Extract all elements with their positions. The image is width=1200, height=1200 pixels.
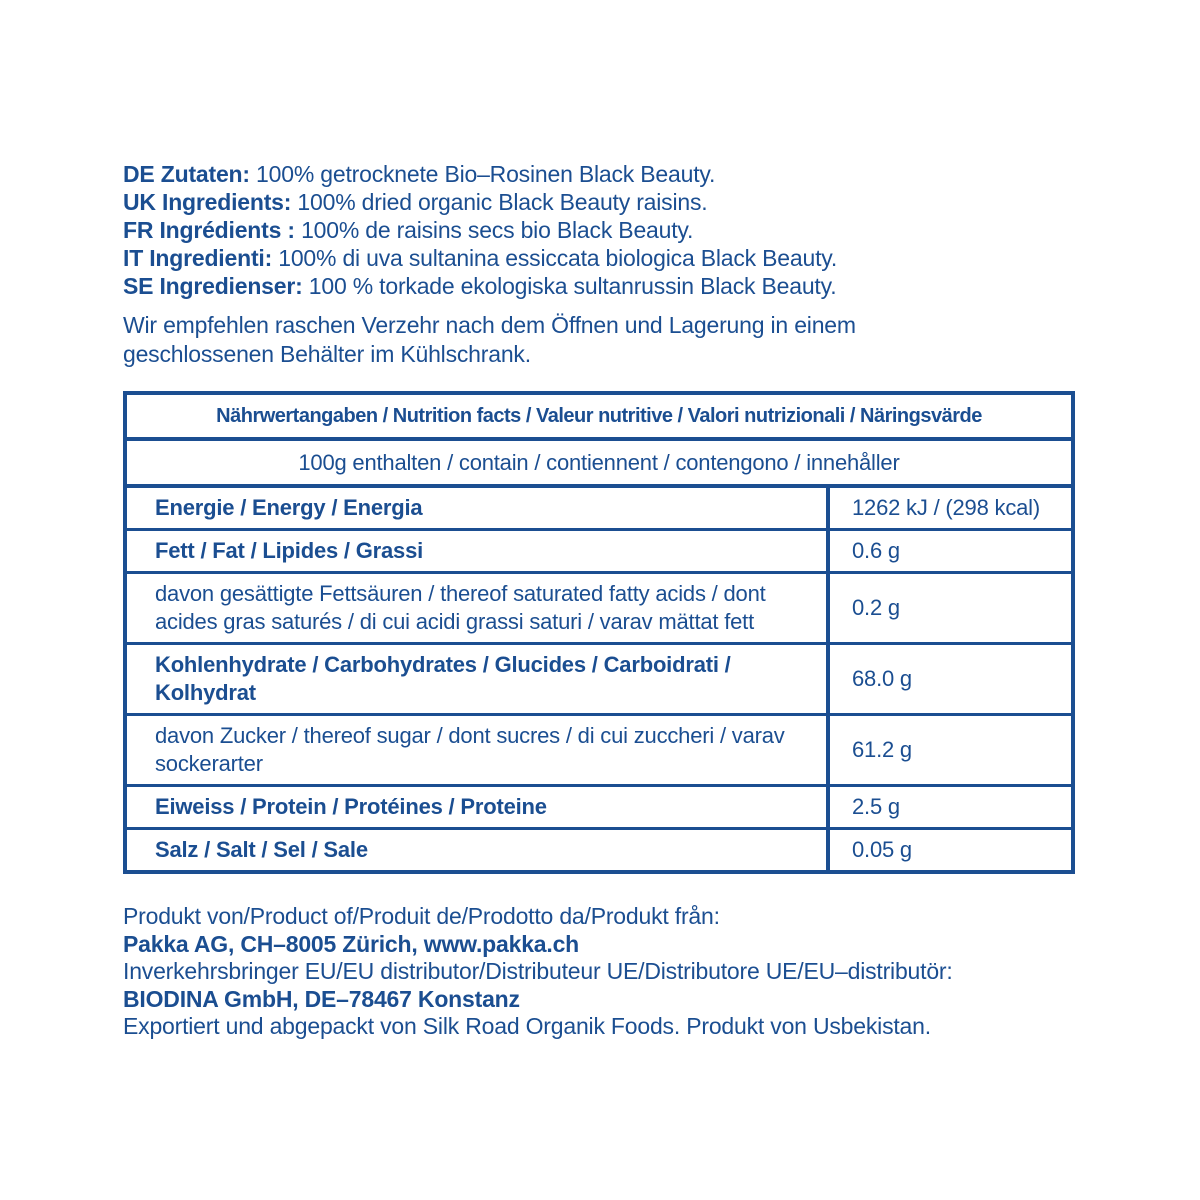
producer-line: Pakka AG, CH–8005 Zürich, www.pakka.ch — [123, 930, 580, 957]
ingredients-uk-text: 100% dried organic Black Beauty raisins. — [291, 189, 708, 215]
row-energy-value: 1262 kJ / (298 kcal) — [826, 488, 1071, 528]
ingredients-fr-text: 100% de raisins secs bio Black Beauty. — [294, 217, 694, 243]
export-line: Exportiert und abgepackt von Silk Road Organik Foods. Produkt von Usbekistan. — [123, 1013, 931, 1039]
row-saturated-fat-value: 0.2 g — [826, 574, 1071, 642]
row-fat-value: 0.6 g — [826, 531, 1071, 571]
product-of-line: Produkt von/Product of/Produit de/Prodotto da/Produkt från: — [123, 903, 720, 929]
row-fat-label: Fett / Fat / Lipides / Grassi — [155, 538, 424, 563]
row-protein-label: Eiweiss / Protein / Protéines / Proteine — [155, 794, 547, 819]
ingredients-uk-label: UK Ingredients: — [123, 189, 292, 215]
ingredients-se-label: SE Ingredienser: — [123, 273, 303, 299]
distributor-intro-line: Inverkehrsbringer EU/EU distributor/Distributeur UE/Distributore UE/EU–distributör: — [123, 958, 953, 984]
row-sugar-label: davon Zucker / thereof sugar / dont sucres / di cui zuccheri / varav sockerarter — [155, 723, 785, 776]
ingredients-it-label: IT Ingredienti: — [123, 245, 273, 271]
ingredients-it-text: 100% di uva sultanina essiccata biologica Black Beauty. — [272, 245, 838, 271]
table-row-saturated-fat — [127, 574, 1071, 645]
storage-note: Wir empfehlen raschen Verzehr nach dem Öffnen und Lagerung in einem geschlossenen Behälter im Kühlschrank. — [123, 312, 856, 367]
ingredients-line-uk — [123, 188, 1075, 216]
ingredients-de-label: DE Zutaten: — [123, 161, 250, 187]
table-row-salt — [127, 830, 1071, 870]
ingredients-line-de — [123, 160, 1075, 188]
ingredients-block — [123, 160, 1075, 300]
nutrition-table-title: Nährwertangaben / Nutrition facts / Valeur nutritive / Valori nutrizionali / Näringsvärde — [127, 395, 1071, 441]
table-row-protein — [127, 787, 1071, 830]
row-sugar-value: 61.2 g — [826, 716, 1071, 784]
table-row-energy — [127, 488, 1071, 531]
row-carbohydrates-label: Kohlenhydrate / Carbohydrates / Glucides / Carboidrati / Kolhydrat — [155, 652, 731, 705]
ingredients-line-it — [123, 244, 1075, 272]
row-salt-label: Salz / Salt / Sel / Sale — [155, 837, 368, 862]
row-salt-value: 0.05 g — [826, 830, 1071, 870]
ingredients-se-text: 100 % torkade ekologiska sultanrussin Black Beauty. — [302, 273, 837, 299]
nutrition-table — [123, 391, 1075, 874]
ingredients-fr-label: FR Ingrédients : — [123, 217, 295, 243]
nutrition-table-subtitle: 100g enthalten / contain / contiennent / contengono / innehåller — [127, 441, 1071, 488]
row-energy-label: Energie / Energy / Energia — [155, 495, 423, 520]
ingredients-de-text: 100% getrocknete Bio–Rosinen Black Beauty. — [249, 161, 716, 187]
producer-block — [123, 903, 1123, 1041]
table-row-carbohydrates — [127, 645, 1071, 716]
ingredients-line-fr — [123, 216, 1075, 244]
ingredients-line-se — [123, 272, 1075, 300]
row-protein-value: 2.5 g — [826, 787, 1071, 827]
row-carbohydrates-value: 68.0 g — [826, 645, 1071, 713]
distributor-line: BIODINA GmbH, DE–78467 Konstanz — [123, 985, 520, 1012]
table-row-fat — [127, 531, 1071, 574]
row-saturated-fat-label: davon gesättigte Fettsäuren / thereof saturated fatty acids / dont acides gras saturés / di cui acidi grassi saturi / varav mättat fett — [155, 581, 766, 634]
table-row-sugar — [127, 716, 1071, 787]
